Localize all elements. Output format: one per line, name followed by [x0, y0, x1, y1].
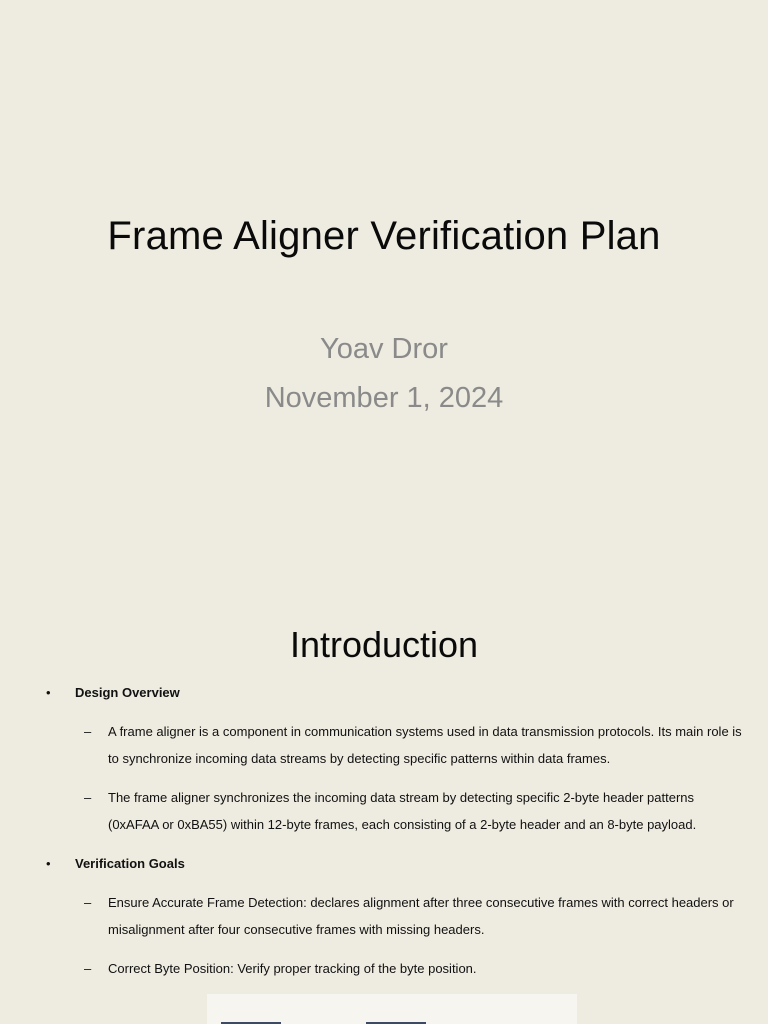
list-item: [84, 955, 744, 982]
bullet-icon: •: [46, 685, 51, 700]
list-item: [84, 784, 744, 838]
introduction-heading: Introduction: [289, 624, 479, 665]
list-item: [84, 889, 744, 943]
dash-icon: –: [84, 790, 92, 805]
presentation-date: November 1, 2024: [264, 382, 504, 414]
bullet-icon: •: [46, 856, 51, 871]
list-item-text: Correct Byte Position: Verify proper tracking of the byte position.: [108, 961, 477, 976]
dash-icon: –: [84, 961, 92, 976]
section-label: Verification Goals: [75, 856, 185, 871]
list-item: [84, 718, 744, 772]
list-item-text: A frame aligner is a component in communication systems used in data transmission protocols. Its main role is to synchronize incoming data streams by detecting specific patterns within data frames.: [108, 724, 742, 766]
dash-icon: –: [84, 724, 92, 739]
section-label: Design Overview: [75, 685, 180, 700]
dash-icon: –: [84, 895, 92, 910]
list-item-text: Ensure Accurate Frame Detection: declares alignment after three consecutive frames with correct headers or misalignment after four consecutive frames with missing headers.: [108, 895, 734, 937]
figure-image: [207, 994, 577, 1024]
presentation-title: Frame Aligner Verification Plan: [107, 214, 661, 258]
list-item-text: The frame aligner synchronizes the incoming data stream by detecting specific 2-byte header patterns (0xAFAA or 0xBA55) within 12-byte frames, each consisting of a 2-byte header and an 8-byte payload.: [108, 790, 697, 832]
author-name: Yoav Dror: [320, 333, 448, 365]
